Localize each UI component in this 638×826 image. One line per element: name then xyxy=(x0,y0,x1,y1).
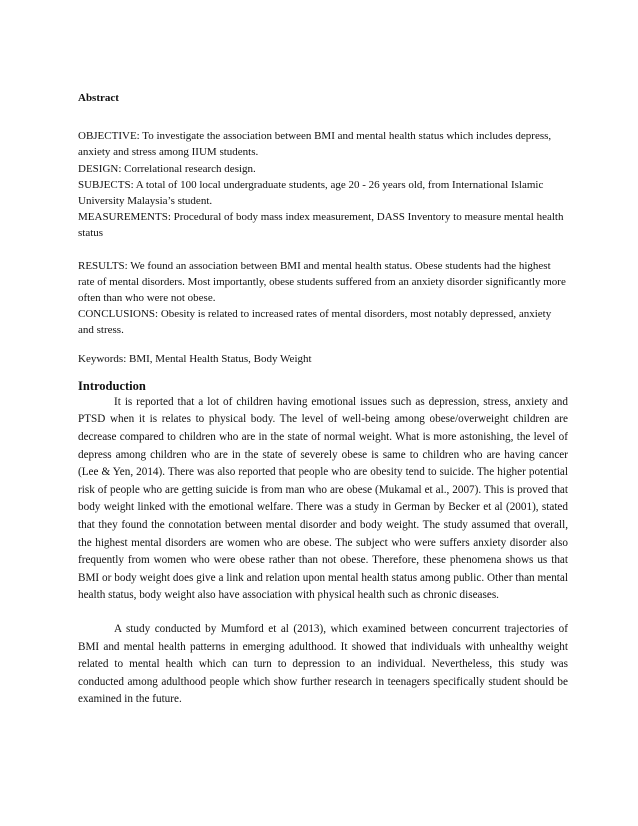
abstract-design: DESIGN: Correlational research design. xyxy=(78,162,256,175)
introduction-section xyxy=(78,378,568,709)
abstract-heading: Abstract xyxy=(78,92,119,104)
introduction-paragraph-2: A study conducted by Mumford et al (2013), which examined between concurrent trajectories of BMI and mental health patterns in emerging adulthood. It showed that individuals with unhealthy weight related to mental health which can turn to depression to an individual. Nevertheless, this study was conducted among adulthood people which show further research in teenagers specifically student should be examined in the future. xyxy=(78,622,568,706)
introduction-heading: Introduction xyxy=(78,378,146,393)
keywords-line: Keywords: BMI, Mental Health Status, Body Weight xyxy=(78,352,312,365)
abstract-objective: OBJECTIVE: To investigate the association between BMI and mental health status which includes depress, anxiety and stress among IIUM students. xyxy=(78,130,552,159)
abstract-subjects: SUBJECTS: A total of 100 local undergraduate students, age 20 - 26 years old, from International Islamic University Malaysia’s student. xyxy=(78,178,544,208)
abstract-results: RESULTS: We found an association between BMI and mental health status. Obese students had the highest rate of mental disorders. Most importantly, obese students suffered from an anxiety disorder significantly more often than who were not obese. xyxy=(78,259,566,305)
abstract-conclusions: CONCLUSIONS: Obesity is related to increased rates of mental disorders, most notably depressed, anxiety and stress. xyxy=(78,308,552,337)
abstract-section xyxy=(78,90,568,367)
document-page xyxy=(78,90,568,709)
abstract-measurements: MEASUREMENTS: Procedural of body mass index measurement, DASS Inventory to measure mental health status xyxy=(78,211,564,240)
introduction-paragraph-1: It is reported that a lot of children having emotional issues such as depression, stress, anxiety and PTSD when it is relates to physical body. The level of well-being among obese/overweight children are decrease compared to children who are in the state of normal weight. What is more astonishing, the level of depress among children who are in the state of severely obese is same to children who are having cancer (Lee & Yen, 2014). There was also reported that people who are obesity tend to suicide. The higher potential risk of people who are getting suicide is from man who are obese (Mukamal et al., 2007). This is proved that body weight linked with the emotional welfare. There was a study in German by Becker et al (2001), stated that they found the connotation between mental disorder and body weight. The study assumed that overall, the highest mental disorders are women who are obese. The subject who were suffers anxiety disorder also frequently from women who were obese rather than not obese. Therefore, these phenomena shows us that BMI or body weight does give a link and relation upon mental health status among public. Other than mental health status, body weight also have association with physical health such as chronic diseases. xyxy=(78,395,568,602)
